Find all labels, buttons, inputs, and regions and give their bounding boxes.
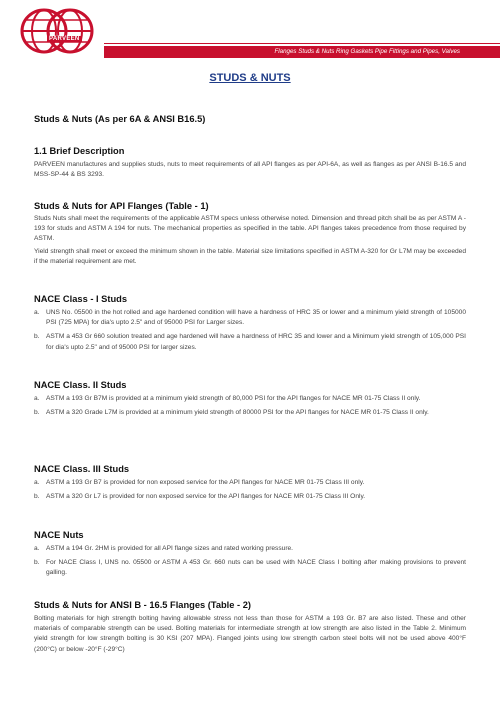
nace1-heading: NACE Class - I Studs <box>34 294 127 304</box>
nace2-heading: NACE Class. II Studs <box>34 380 127 390</box>
main-heading: Studs & Nuts (As per 6A & ANSI B16.5) <box>34 114 206 124</box>
ansi-heading: Studs & Nuts for ANSI B - 16.5 Flanges (Table - 2) <box>34 600 251 610</box>
api-paragraph-2: Yield strength shall meet or exceed the minimum shown in the table. Material size limitations specified in ASTM A-320 for Gr L7M may be exceeded if the material requirement are met. <box>34 247 466 265</box>
header-divider <box>104 43 500 44</box>
page-header <box>0 0 500 60</box>
nace1-section <box>34 294 466 353</box>
nuts-heading: NACE Nuts <box>34 530 84 540</box>
header-band <box>104 46 500 58</box>
parveen-globe-logo <box>18 8 104 54</box>
nace2-section <box>34 380 466 418</box>
list-item: b. ASTM a 453 Gr 660 solution treated and age hardened will have a hardness of HRC 35 and lower and a Minimum yield strength of 105,000 PSI for dia's upto 2.5" and of 95000 PSI for larger sizes. <box>34 333 466 351</box>
page-title: STUDS & NUTS <box>209 72 291 84</box>
api-section <box>34 201 466 267</box>
list-item: a. ASTM a 193 Gr B7M is provided at a minimum yield strength of 80,000 PSI for the API flanges for NACE MR 01-75 Class II only. <box>34 395 421 402</box>
logo-text: PARVEEN <box>49 36 80 42</box>
nuts-section <box>34 530 466 579</box>
list-item: b. For NACE Class I, UNS no. 05500 or ASTM A 453 Gr. 660 nuts can be used with NACE Class I bolting after making provisions to prevent galling. <box>34 559 466 577</box>
nace3-section <box>34 464 466 502</box>
brief-heading: 1.1 Brief Description <box>34 146 125 156</box>
ansi-section <box>34 600 466 655</box>
header-tagline: Flanges Studs & Nuts Ring Gaskets Pipe Fittings and Pipes, Valves <box>274 48 460 55</box>
brief-section <box>34 146 466 180</box>
list-item: a. UNS No. 05500 in the hot rolled and age hardened condition will have a hardness of HRC 35 or lower and a minimum yield strength of 105000 PSI (725 MPA) for dia's upto 2.5" and of 95000 PSI for Larger sizes. <box>34 309 466 327</box>
list-item: a. ASTM a 193 Gr B7 is provided for non exposed service for the API flanges for NACE MR 01-75 Class III only. <box>34 479 365 486</box>
api-heading: Studs & Nuts for API Flanges (Table - 1) <box>34 201 209 211</box>
nace3-heading: NACE Class. III Studs <box>34 464 130 474</box>
list-item: b. ASTM a 320 Grade L7M is provided at a minimum yield strength of 80000 PSI for the API flanges for NACE MR 01-75 Class II only. <box>34 409 429 417</box>
api-paragraph-1: Studs Nuts shall meet the requirements of the applicable ASTM specs unless otherwise noted. Dimension and thread pitch shall be as per ASTM A - 193 for studs and ASTM A 194 for nuts. The mechanical properties as specified in the table. API flanges takes precedence from those required by ASTM. <box>34 215 466 243</box>
list-item: b. ASTM a 320 Gr L7 is provided for non exposed service for the API flanges for NACE MR 01-75 Class III Only. <box>34 493 366 501</box>
list-item: a. ASTM a 194 Gr. 2HM is provided for all API flange sizes and rated working pressure. <box>34 545 294 552</box>
ansi-text: Bolting materials for high strength bolting having allowable stress not less than those for ASTM a 193 Gr. B7 are also listed. These and other materials of comparable strength can be used. Bolting materials for intermediate strength at low strength are also listed in the Table 2. Minimum yield strength for low strength bolting is 30 KSI (207 MPA). Flanged joints using low strength carbon steel bolts will not be used above 400°F (200°C) or below -20°F (-29°C) <box>34 615 466 653</box>
brief-text: PARVEEN manufactures and supplies studs, nuts to meet requirements of all API flanges as per API-6A, as well as flanges as per ANSI B-16.5 and MSS-SP-44 & BS 3293. <box>34 161 466 179</box>
